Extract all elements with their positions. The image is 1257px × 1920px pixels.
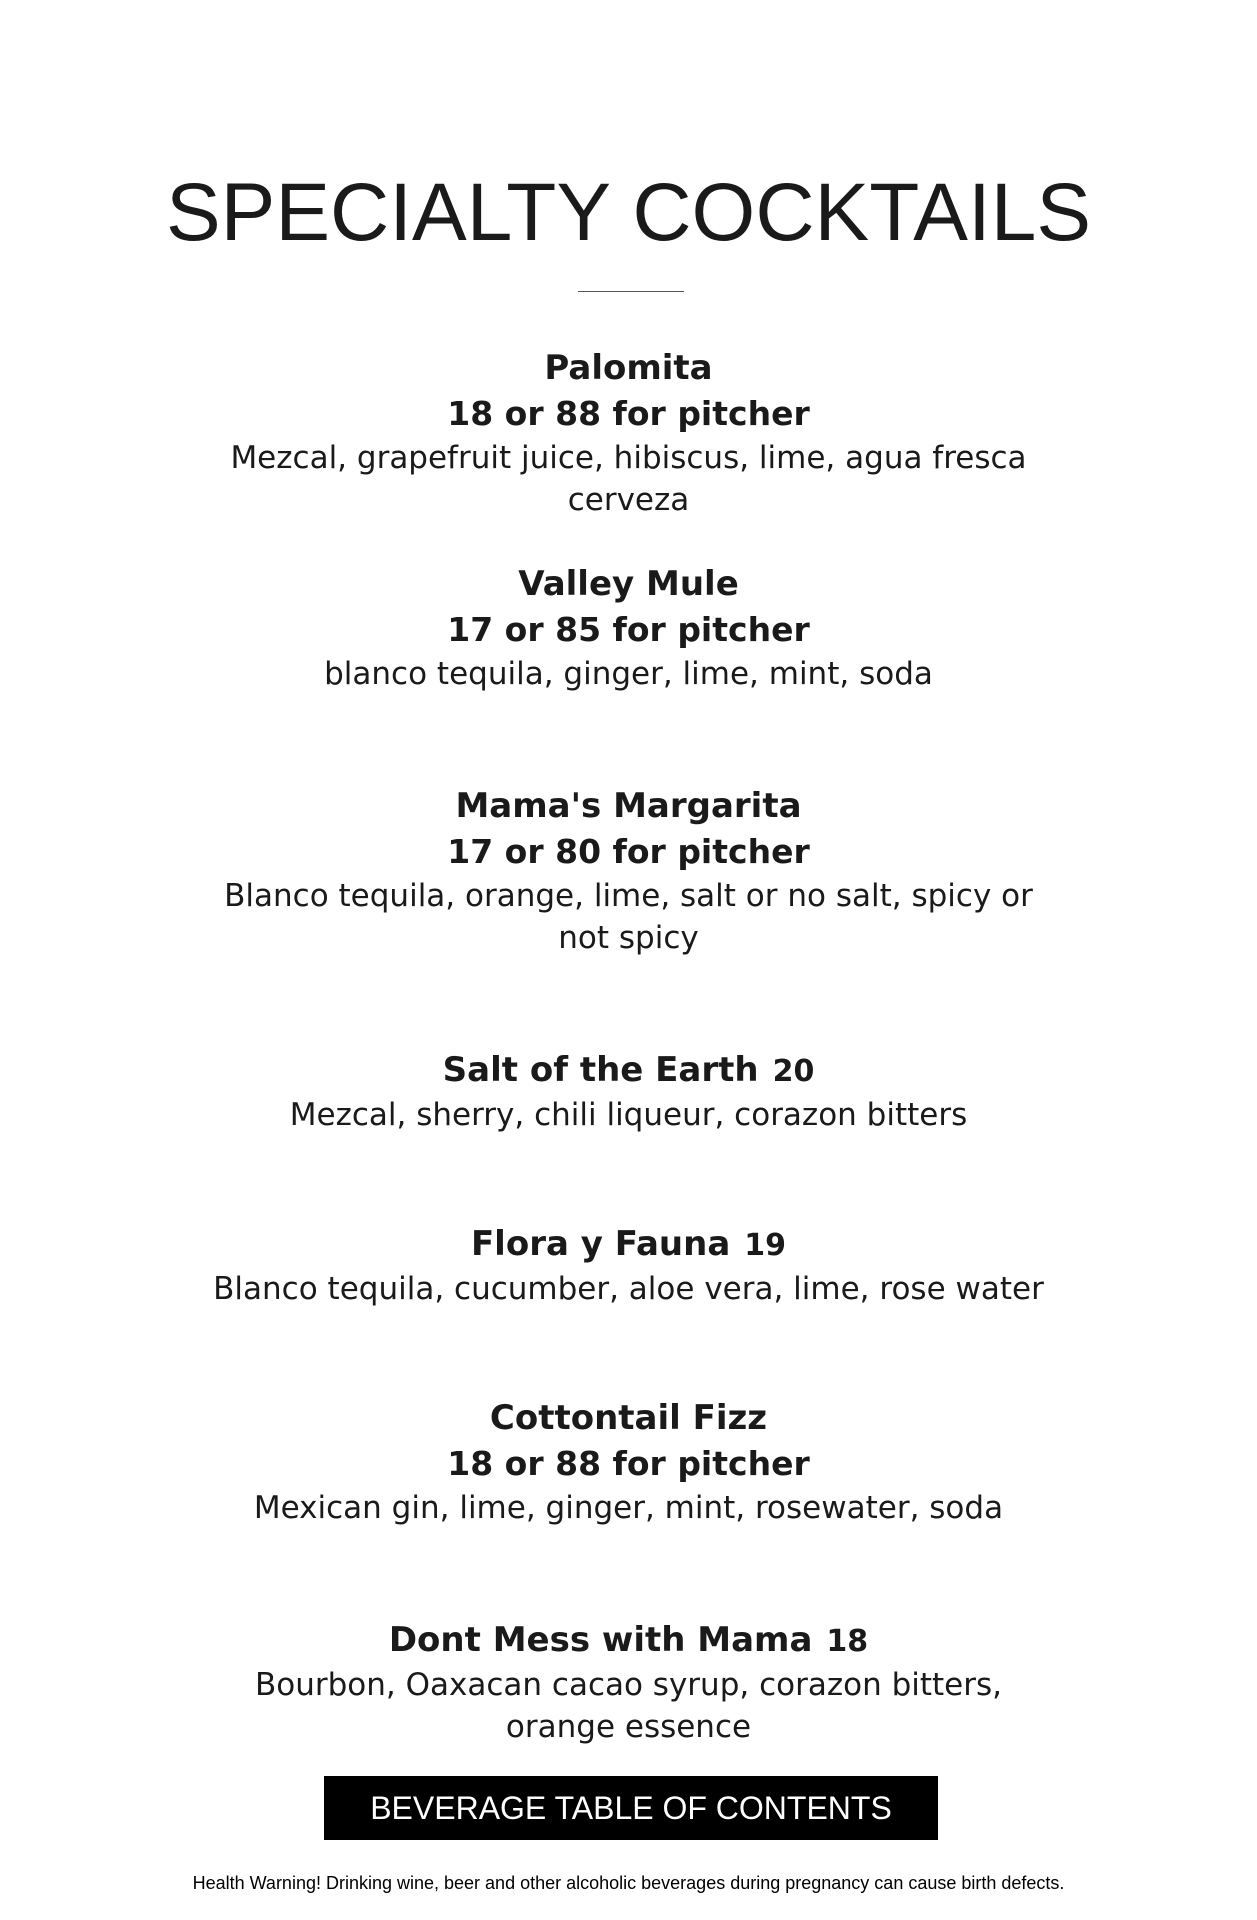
item-name: Salt of the Earth bbox=[442, 1050, 759, 1090]
item-description: Blanco tequila, cucumber, aloe vera, lime, rose water bbox=[213, 1271, 1044, 1307]
item-price: 19 bbox=[744, 1228, 787, 1263]
item-price: 18 bbox=[826, 1624, 869, 1659]
item-name: Cottontail Fizz bbox=[489, 1398, 768, 1438]
item-price: 20 bbox=[772, 1054, 815, 1089]
item-description: Mezcal, grapefruit juice, hibiscus, lime, agua fresca cerveza bbox=[230, 440, 1027, 518]
item-description: Mezcal, sherry, chili liqueur, corazon bitters bbox=[289, 1097, 968, 1133]
menu-item-flora-y-fauna bbox=[0, 1222, 1257, 1310]
item-price: 18 or 88 for pitcher bbox=[447, 1444, 810, 1483]
menu-item-palomita bbox=[0, 346, 1257, 521]
item-description: blanco tequila, ginger, lime, mint, soda bbox=[324, 656, 933, 692]
item-description: Blanco tequila, orange, lime, salt or no salt, spicy or not spicy bbox=[224, 878, 1033, 956]
item-name: Dont Mess with Mama bbox=[388, 1620, 813, 1660]
item-description: Bourbon, Oaxacan cacao syrup, corazon bitters, orange essence bbox=[255, 1667, 1002, 1745]
item-name: Palomita bbox=[544, 348, 713, 388]
health-warning: Health Warning! Drinking wine, beer and other alcoholic beverages during pregnancy can cause birth defects. bbox=[192, 1873, 1065, 1893]
item-description: Mexican gin, lime, ginger, mint, rosewater, soda bbox=[253, 1490, 1004, 1526]
item-name: Mama's Margarita bbox=[455, 786, 802, 826]
item-name-line bbox=[0, 1618, 1257, 1664]
page-title: SPECIALTY COCKTAILS bbox=[165, 167, 1092, 258]
item-name: Flora y Fauna bbox=[470, 1224, 731, 1264]
item-price: 17 or 85 for pitcher bbox=[447, 610, 810, 649]
menu-item-salt-of-the-earth bbox=[0, 1048, 1257, 1136]
beverage-toc-button[interactable]: BEVERAGE TABLE OF CONTENTS bbox=[324, 1776, 938, 1840]
menu-item-dont-mess-with-mama bbox=[0, 1618, 1257, 1748]
item-price: 18 or 88 for pitcher bbox=[447, 394, 810, 433]
title-divider bbox=[578, 291, 684, 292]
item-name-line bbox=[0, 1222, 1257, 1268]
menu-item-valley-mule bbox=[0, 562, 1257, 695]
item-name: Valley Mule bbox=[518, 564, 739, 604]
item-name-line bbox=[0, 1048, 1257, 1094]
item-price: 17 or 80 for pitcher bbox=[447, 832, 810, 871]
menu-item-mamas-margarita bbox=[0, 784, 1257, 959]
menu-item-cottontail-fizz bbox=[0, 1396, 1257, 1529]
